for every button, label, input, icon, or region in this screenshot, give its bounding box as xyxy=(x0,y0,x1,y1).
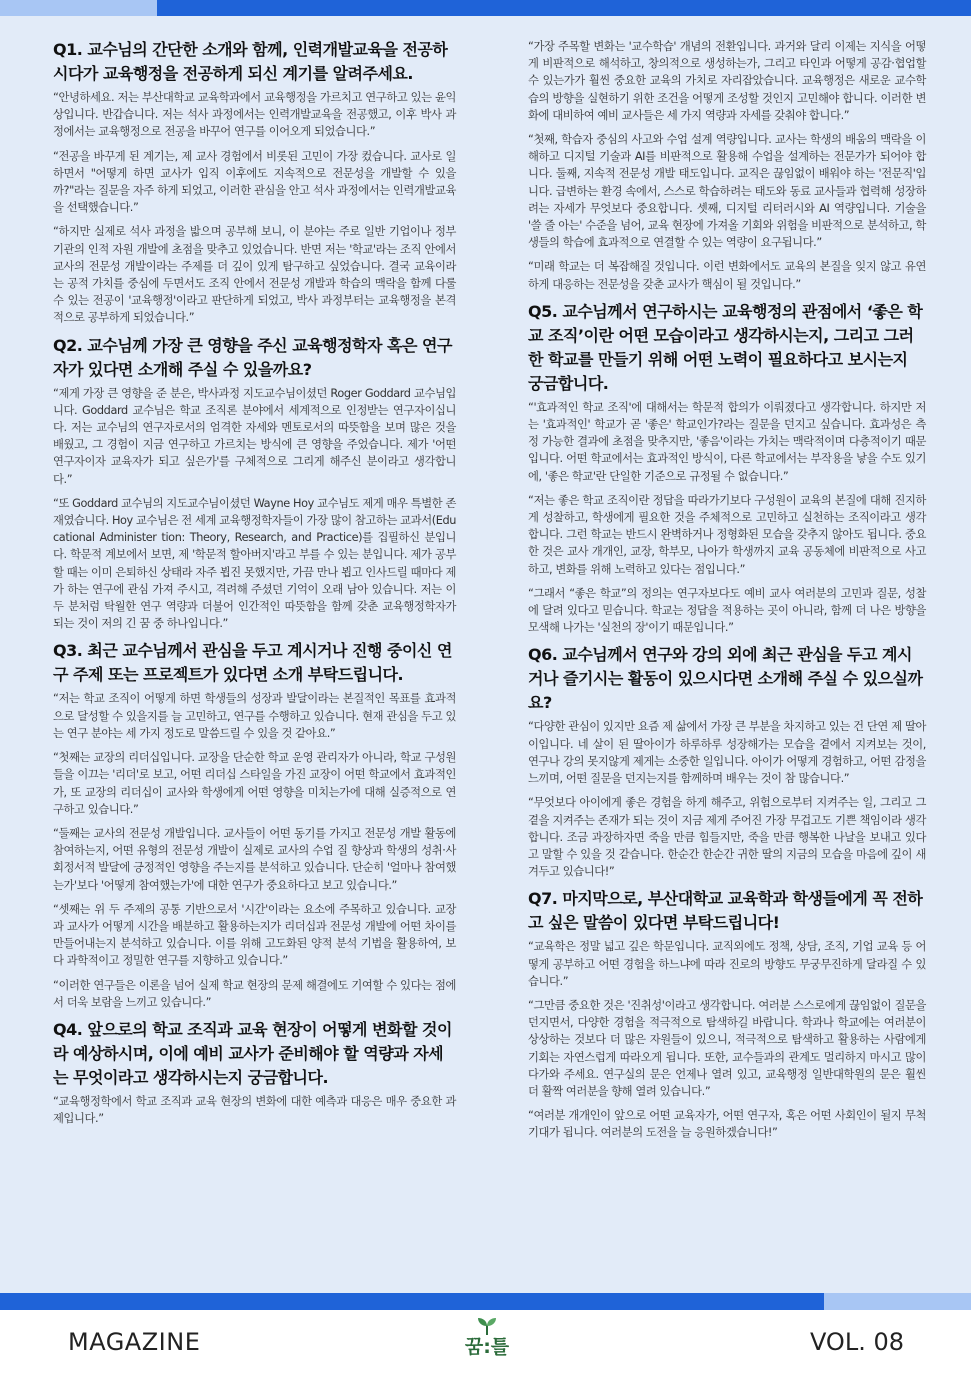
answer-paragraph: “무엇보다 아이에게 좋은 경험을 하게 해주고, 위험으로부터 지켜주는 일, 그리고 그 곁을 지켜주는 존재가 되는 것이 지금 제게 주어진 가장 무겁고도 기쁜 책임이라 생각합니다. 조금 과장하자면 죽을 만큼 힘들지만, 죽을 만큼 행복한 나날을 보내고 있다고 말할 수 있을 것 같습니다. 한순간 한순간 귀한 딸의 지금의 모습을 마음에 깊이 새겨두고 있습니다!” xyxy=(528,796,926,879)
question-heading: Q2. 교수님께 가장 큰 영향을 주신 교육행정학자 혹은 연구자가 있다면 소개해 주실 수 있을까요? xyxy=(53,335,452,379)
answer-paragraph: “저는 좋은 학교 조직이란 정답을 따라가기보다 구성원이 교육의 본질에 대해 진지하게 성찰하고, 학생에게 필요한 것을 주체적으로 고민하고 실천하는 조직이라고 생각합니다. 그런 학교는 반드시 완벽하거나 정형화된 모습을 갖추지 않아도 됩니다. 중요한 것은 교사 개개인, 교장, 학부모, 나아가 학생까지 교육 공동체에 비판적으로 사고하고, 변화를 위해 노력하고 있다는 점입니다.” xyxy=(528,493,926,576)
answer-paragraph: “제게 가장 큰 영향을 준 분은, 박사과정 지도교수님이셨던 Roger Goddard 교수님입니다. Goddard 교수님은 학교 조직론 분야에서 세계적으로 인정받는 연구자이십니다. 저는 교수님의 연구자로서의 엄격한 자세와 멘토로서의 따뜻함을 보며 많은 것을 배웠고, 그 경험이 지금 연구하고 가르치는 방식에 큰 영향을 주었습니다. 제가 '어떤 연구자이자 교육자가 되고 싶은가'를 구체적으로 그리게 해주신 분이라고 생각합니다.” xyxy=(53,386,456,486)
answer-paragraph: “저는 학교 조직이 어떻게 하면 학생들의 성장과 발달이라는 본질적인 목표를 효과적으로 달성할 수 있을지를 늘 고민하고, 연구를 수행하고 있습니다. 현재 관심을 두고 있는 연구 분야는 세 가지 정도로 말씀드릴 수 있을 것 같아요.” xyxy=(53,692,456,740)
answer-paragraph: “그만큼 중요한 것은 '진취성'이라고 생각합니다. 여러분 스스로에게 끊임없이 질문을 던지면서, 다양한 경험을 적극적으로 탐색하길 바랍니다. 학과나 학교에는 여러분이 상상하는 것보다 더 많은 자원들이 있으니, 적극적으로 탐색하고 활용하는 사람에게 기회는 자연스럽게 따라오게 됩니다. 또한, 교수들과의 관계도 멀리하지 마시고 많이 다가와 주세요. 연구실의 문은 언제나 열려 있고, 교육행정 일반대학원의 문은 훨씬 더 활짝 여러분을 향해 열려 있습니다.” xyxy=(528,998,926,1098)
answer-paragraph: “교육행정학에서 학교 조직과 교육 현장의 변화에 대한 예측과 대응은 매우 중요한 과제입니다.” xyxy=(53,1094,456,1126)
answer-paragraph: “하지만 실제로 석사 과정을 밟으며 공부해 보니, 이 분야는 주로 일반 기업이나 정부 기관의 인적 자원 개발에 초점을 맞추고 있었습니다. 반면 저는 '학교'라는 조직 안에서 교사의 전문성 개발이라는 주제를 더 깊이 있게 탐구하고 싶었습니다. 결국 교육이라는 공적 가치를 중심에 두면서도 조직 안에서 전문성 개발과 학습의 맥락을 함께 다룰 수 있는 전공이 '교육행정'이라고 판단하게 되었고, 박사 과정부터는 교육행정을 본격적으로 공부하게 되었습니다.” xyxy=(53,225,456,325)
answer-paragraph: “가장 주목할 변화는 '교수학습' 개념의 전환입니다. 과거와 달리 이제는 지식을 어떻게 비판적으로 해석하고, 창의적으로 생성하는가, 그리고 타인과 어떻게 공감·협업할 수 있는가가 훨씬 중요한 교육의 가치로 자리잡았습니다. 교육행정은 새로운 교수학습의 방향을 실현하기 위한 조건을 어떻게 조성할 것인지 고민해야 합니다. 이러한 변화에 대비하여 예비 교사들은 세 가지 역량과 자세를 갖춰야 합니다.” xyxy=(528,40,926,122)
top-accent-light xyxy=(0,0,157,16)
question-heading: Q6. 교수님께서 연구와 강의 외에 최근 관심을 두고 계시거나 즐기시는 활동이 있으시다면 소개해 주실 수 있으실까요? xyxy=(528,645,923,713)
magazine-label: MAGAZINE xyxy=(68,1328,201,1356)
question-heading: Q4. 앞으로의 학교 조직과 교육 현장이 어떻게 변화할 것이라 예상하시며, 이에 예비 교사가 준비해야 할 역량과 자세는 무엇이라고 생각하시는지 궁금합니다. xyxy=(53,1019,452,1087)
question-heading: Q1. 교수님의 간단한 소개와 함께, 인력개발교육을 전공하시다가 교육행정을 전공하게 되신 계기를 알려주세요. xyxy=(53,40,448,83)
answer-paragraph: “그래서 “좋은 학교”의 정의는 연구자보다도 예비 교사 여러분의 고민과 질문, 성찰에 달려 있다고 믿습니다. 학교는 정답을 적용하는 곳이 아니라, 함께 더 나은 방향을 모색해 나가는 '실천의 장'이기 때문입니다.” xyxy=(528,586,926,635)
left-column xyxy=(53,38,456,1134)
footer xyxy=(0,1310,971,1376)
answer-paragraph: “전공을 바꾸게 된 계기는, 제 교사 경험에서 비롯된 고민이 가장 컸습니다. 교사로 일하면서 "어떻게 하면 교사가 입직 이후에도 지속적으로 전문성을 개발할 수 있을까?"라는 질문을 자주 하게 되었고, 이러한 관심을 안고 석사 과정에서는 인력개발교육을 선택했습니다.” xyxy=(53,149,456,215)
answer-paragraph: “둘째는 교사의 전문성 개발입니다. 교사들이 어떤 동기를 가지고 전문성 개발 활동에 참여하는지, 어떤 유형의 전문성 개발이 실제로 교사의 수업 질 향상과 학생의 성취·사회정서적 발달에 긍정적인 영향을 주는지를 분석하고 있습니다. 단순히 '얼마나 참여했는가'보다 '어떻게 참여했는가'에 대한 연구가 중요하다고 보고 있습니다.” xyxy=(53,826,456,892)
answer-paragraph: “첫째, 학습자 중심의 사고와 수업 설계 역량입니다. 교사는 학생의 배움의 맥락을 이해하고 디지털 기술과 AI를 비판적으로 활용해 수업을 설계하는 전문가가 되어야 합니다. 둘째, 지속적 전문성 개발 태도입니다. 교직은 끊임없이 배워야 하는 '전문직'입니다. 급변하는 환경 속에서, 스스로 학습하려는 태도와 동료 교사들과 협력해 성장하려는 자세가 무엇보다 중요합니다. 셋째, 디지털 리터러시와 AI 역량입니다. 기술을 '쓸 줄 아는' 수준을 넘어, 교육 현장에 가져올 기회와 위험을 비판적으로 분석하고, 학생들의 학습에 효과적으로 연결할 수 있는 역량이 요구됩니다.” xyxy=(528,133,926,250)
top-accent-bar xyxy=(0,0,971,16)
answer-paragraph: “교육학은 정말 넓고 깊은 학문입니다. 교직외에도 정책, 상담, 조직, 기업 교육 등 어떻게 공부하고 어떤 경험을 하느냐에 따라 진로의 방향도 무궁무진하게 달라질 수 있습니다.” xyxy=(528,940,926,988)
bottom-accent-light xyxy=(824,1293,971,1310)
answer-paragraph: “첫째는 교장의 리더십입니다. 교장을 단순한 학교 운영 관리자가 아니라, 학교 구성원들을 이끄는 '리더'로 보고, 어떤 리더십 스타일을 가진 교장이 어떤 학교에서 효과적인가, 또 교장의 리더십이 교사와 학생에게 어떤 영향을 미치는가에 대해 실증적으로 연구하고 있습니다.” xyxy=(53,751,456,816)
question-heading: Q7. 마지막으로, 부산대학교 교육학과 학생들에게 꼭 전하고 싶은 말씀이 있다면 부탁드립니다! xyxy=(528,889,923,933)
answer-paragraph: “이러한 연구들은 이론을 넘어 실제 학교 현장의 문제 해결에도 기여할 수 있다는 점에서 더욱 보람을 느끼고 있습니다.” xyxy=(53,978,456,1009)
answer-paragraph: “다양한 관심이 있지만 요즘 제 삶에서 가장 큰 부분을 차지하고 있는 건 단연 제 딸아이입니다. 네 살이 된 딸아이가 하루하루 성장해가는 모습을 곁에서 지켜보는 것이, 연구나 강의 못지않게 제게는 소중한 일입니다. 아이가 어떻게 경험하고, 어떤 감정을 느끼며, 어떤 질문을 던지는지를 함께하며 배우는 것이 참 많습니다.” xyxy=(528,720,926,786)
article-body xyxy=(0,16,971,1293)
answer-paragraph: “'효과적인 학교 조직'에 대해서는 학문적 합의가 이뤄졌다고 생각합니다. 하지만 저는 '효과적인' 학교가 곧 '좋은' 학교인가?라는 질문을 던지고 싶습니다. 효과성은 측정 가능한 결과에 초점을 맞추지만, '좋음'이라는 가치는 맥락적이며 다층적이기 때문입니다. 어떤 학교에서는 효과적인 방식이, 다른 학교에서는 부작용을 낳을 수도 있기에, '좋은 학교'란 단일한 기준으로 규정될 수 없습니다.” xyxy=(528,400,926,483)
magazine-logo xyxy=(462,1314,512,1364)
question-heading: Q3. 최근 교수님께서 관심을 두고 계시거나 진행 중이신 연구 주제 또는 프로젝트가 있다면 소개 부탁드립니다. xyxy=(53,641,452,685)
answer-paragraph: “미래 학교는 더 복잡해질 것입니다. 이런 변화에서도 교육의 본질을 잊지 않고 유연하게 대응하는 전문성을 갖춘 교사가 핵심이 될 것입니다.” xyxy=(528,260,926,291)
answer-paragraph: “여러분 개개인이 앞으로 어떤 교육자가, 어떤 연구자, 혹은 어떤 사회인이 될지 무척 기대가 됩니다. 여러분의 도전을 늘 응원하겠습니다!” xyxy=(528,1109,926,1140)
answer-paragraph: “셋째는 위 두 주제의 공통 기반으로서 '시간'이라는 요소에 주목하고 있습니다. 교장과 교사가 어떻게 시간을 배분하고 활용하는지가 리더십과 전문성 개발에 어떤 차이를 만들어내는지 분석하고 있습니다. 이를 위해 고도화된 양적 분석 기법을 활용하여, 보다 과학적이고 정밀한 연구를 지향하고 있습니다.” xyxy=(53,902,456,968)
answer-paragraph: “안녕하세요. 저는 부산대학교 교육학과에서 교육행정을 가르치고 연구하고 있는 윤익상입니다. 반갑습니다. 저는 석사 과정에서는 인력개발교육을 전공했고, 이후 박사 과정에서는 교육행정으로 전공을 바꾸어 연구를 이어오게 되었습니다.” xyxy=(53,91,456,139)
right-column xyxy=(528,38,926,1149)
question-heading: Q5. 교수님께서 연구하시는 교육행정의 관점에서 ‘좋은 학교 조직’이란 어떤 모습이라고 생각하시는지, 그리고 그러한 학교를 만들기 위해 어떤 노력이 필요하다고 보시는지 궁금합니다. xyxy=(528,301,923,393)
bottom-accent-bar xyxy=(0,1293,971,1310)
volume-label: VOL. 08 xyxy=(809,1328,904,1356)
answer-paragraph: “또 Goddard 교수님의 지도교수님이셨던 Wayne Hoy 교수님도 제게 매우 특별한 존재였습니다. Hoy 교수님은 전 세계 교육행정학자들이 가장 많이 참고하는 교과서(Educational Administer tion: Theory, Research, and Practice)를 집필하신 분입니다. 학문적 계보에서 보면, 제 '학문적 할아버지'라고 부를 수 있는 분입니다. 제가 공부할 때는 이미 은퇴하신 상태라 자주 뵙진 못했지만, 가끔 만나 뵙고 인사드릴 때마다 제가 하는 연구에 관심 가져 주시고, 격려해 주셨던 기억이 오래 남아 있습니다. 저는 이 두 분처럼 탁월한 연구 역량과 더불어 인간적인 따뜻함을 함께 갖춘 교육행정학자가 되는 것이 저의 긴 꿈 중 하나입니다.” xyxy=(53,496,456,631)
logo-text: 꿈:틀 xyxy=(464,1336,510,1358)
